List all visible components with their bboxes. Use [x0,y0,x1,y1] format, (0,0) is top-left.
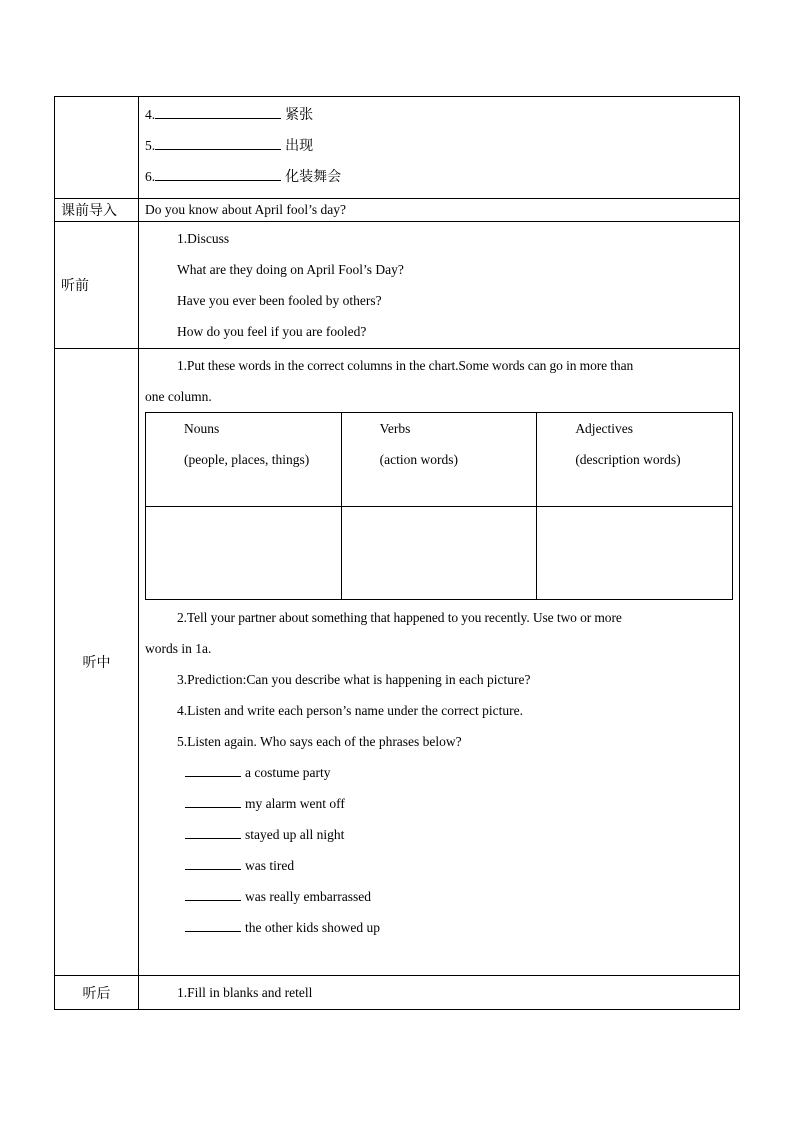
pre-listening-line: How do you feel if you are fooled? [177,324,367,339]
phrase-item: stayed up all night [139,819,739,850]
while-listening-row [55,349,740,976]
phrase-item: was really embarrassed [139,881,739,912]
answer-blank[interactable] [185,760,241,777]
chart-answer-cell[interactable] [341,507,537,600]
chart-answer-cell[interactable] [537,507,733,600]
vocab-cell [139,97,740,199]
answer-blank[interactable] [155,164,281,181]
answer-blank[interactable] [185,915,241,932]
phrase-item: a costume party [139,757,739,788]
task-1-line: one column. [145,389,212,404]
lead-in-text: Do you know about April fool’s day? [145,202,346,217]
chart-column-adjectives: Adjectives (description words) [537,413,733,507]
pre-listening-row [55,222,740,349]
vocab-item: 6. 化装舞会 [145,161,739,192]
phrase-item: the other kids showed up [139,912,739,943]
pre-listening-line: 1.Discuss [177,231,230,246]
post-listening-label: 听后 [82,985,111,1002]
answer-blank[interactable] [155,133,281,150]
answer-blank[interactable] [155,102,281,119]
pre-listening-line: What are they doing on April Fool’s Day? [177,262,404,277]
post-listening-row [55,976,740,1010]
answer-blank[interactable] [185,822,241,839]
while-listening-label: 听中 [82,655,111,671]
task-2-line: words in 1a. [145,641,212,656]
chart-answer-cell[interactable] [146,507,342,600]
post-listening-text: 1.Fill in blanks and retell [177,985,313,1000]
task-2-line: 2.Tell your partner about something that happened to you recently. Use two or more [177,610,622,625]
task-5-line: 5.Listen again. Who says each of the phrases below? [177,734,462,749]
vocab-label-cell [55,97,139,199]
answer-blank[interactable] [185,791,241,808]
answer-blank[interactable] [185,853,241,870]
pre-listening-label: 听前 [61,278,89,294]
lead-in-label: 课前导入 [61,203,117,219]
pre-listening-line: Have you ever been fooled by others? [177,293,382,308]
task-4-line: 4.Listen and write each person’s name under the correct picture. [177,703,523,718]
lead-in-row [55,199,740,222]
task-3-line: 3.Prediction:Can you describe what is happening in each picture? [177,672,531,687]
chart-column-verbs: Verbs (action words) [341,413,537,507]
phrase-item: my alarm went off [139,788,739,819]
vocab-item: 4. 紧张 [145,99,739,130]
answer-blank[interactable] [185,884,241,901]
phrase-item: was tired [139,850,739,881]
lesson-plan-table [54,96,740,1010]
vocab-row [55,97,740,199]
task-1-line: 1.Put these words in the correct columns in the chart.Some words can go in more than [177,358,634,373]
vocab-item: 5. 出现 [145,130,739,161]
chart-column-nouns: Nouns (people, places, things) [146,413,342,507]
word-columns-chart [145,412,733,600]
